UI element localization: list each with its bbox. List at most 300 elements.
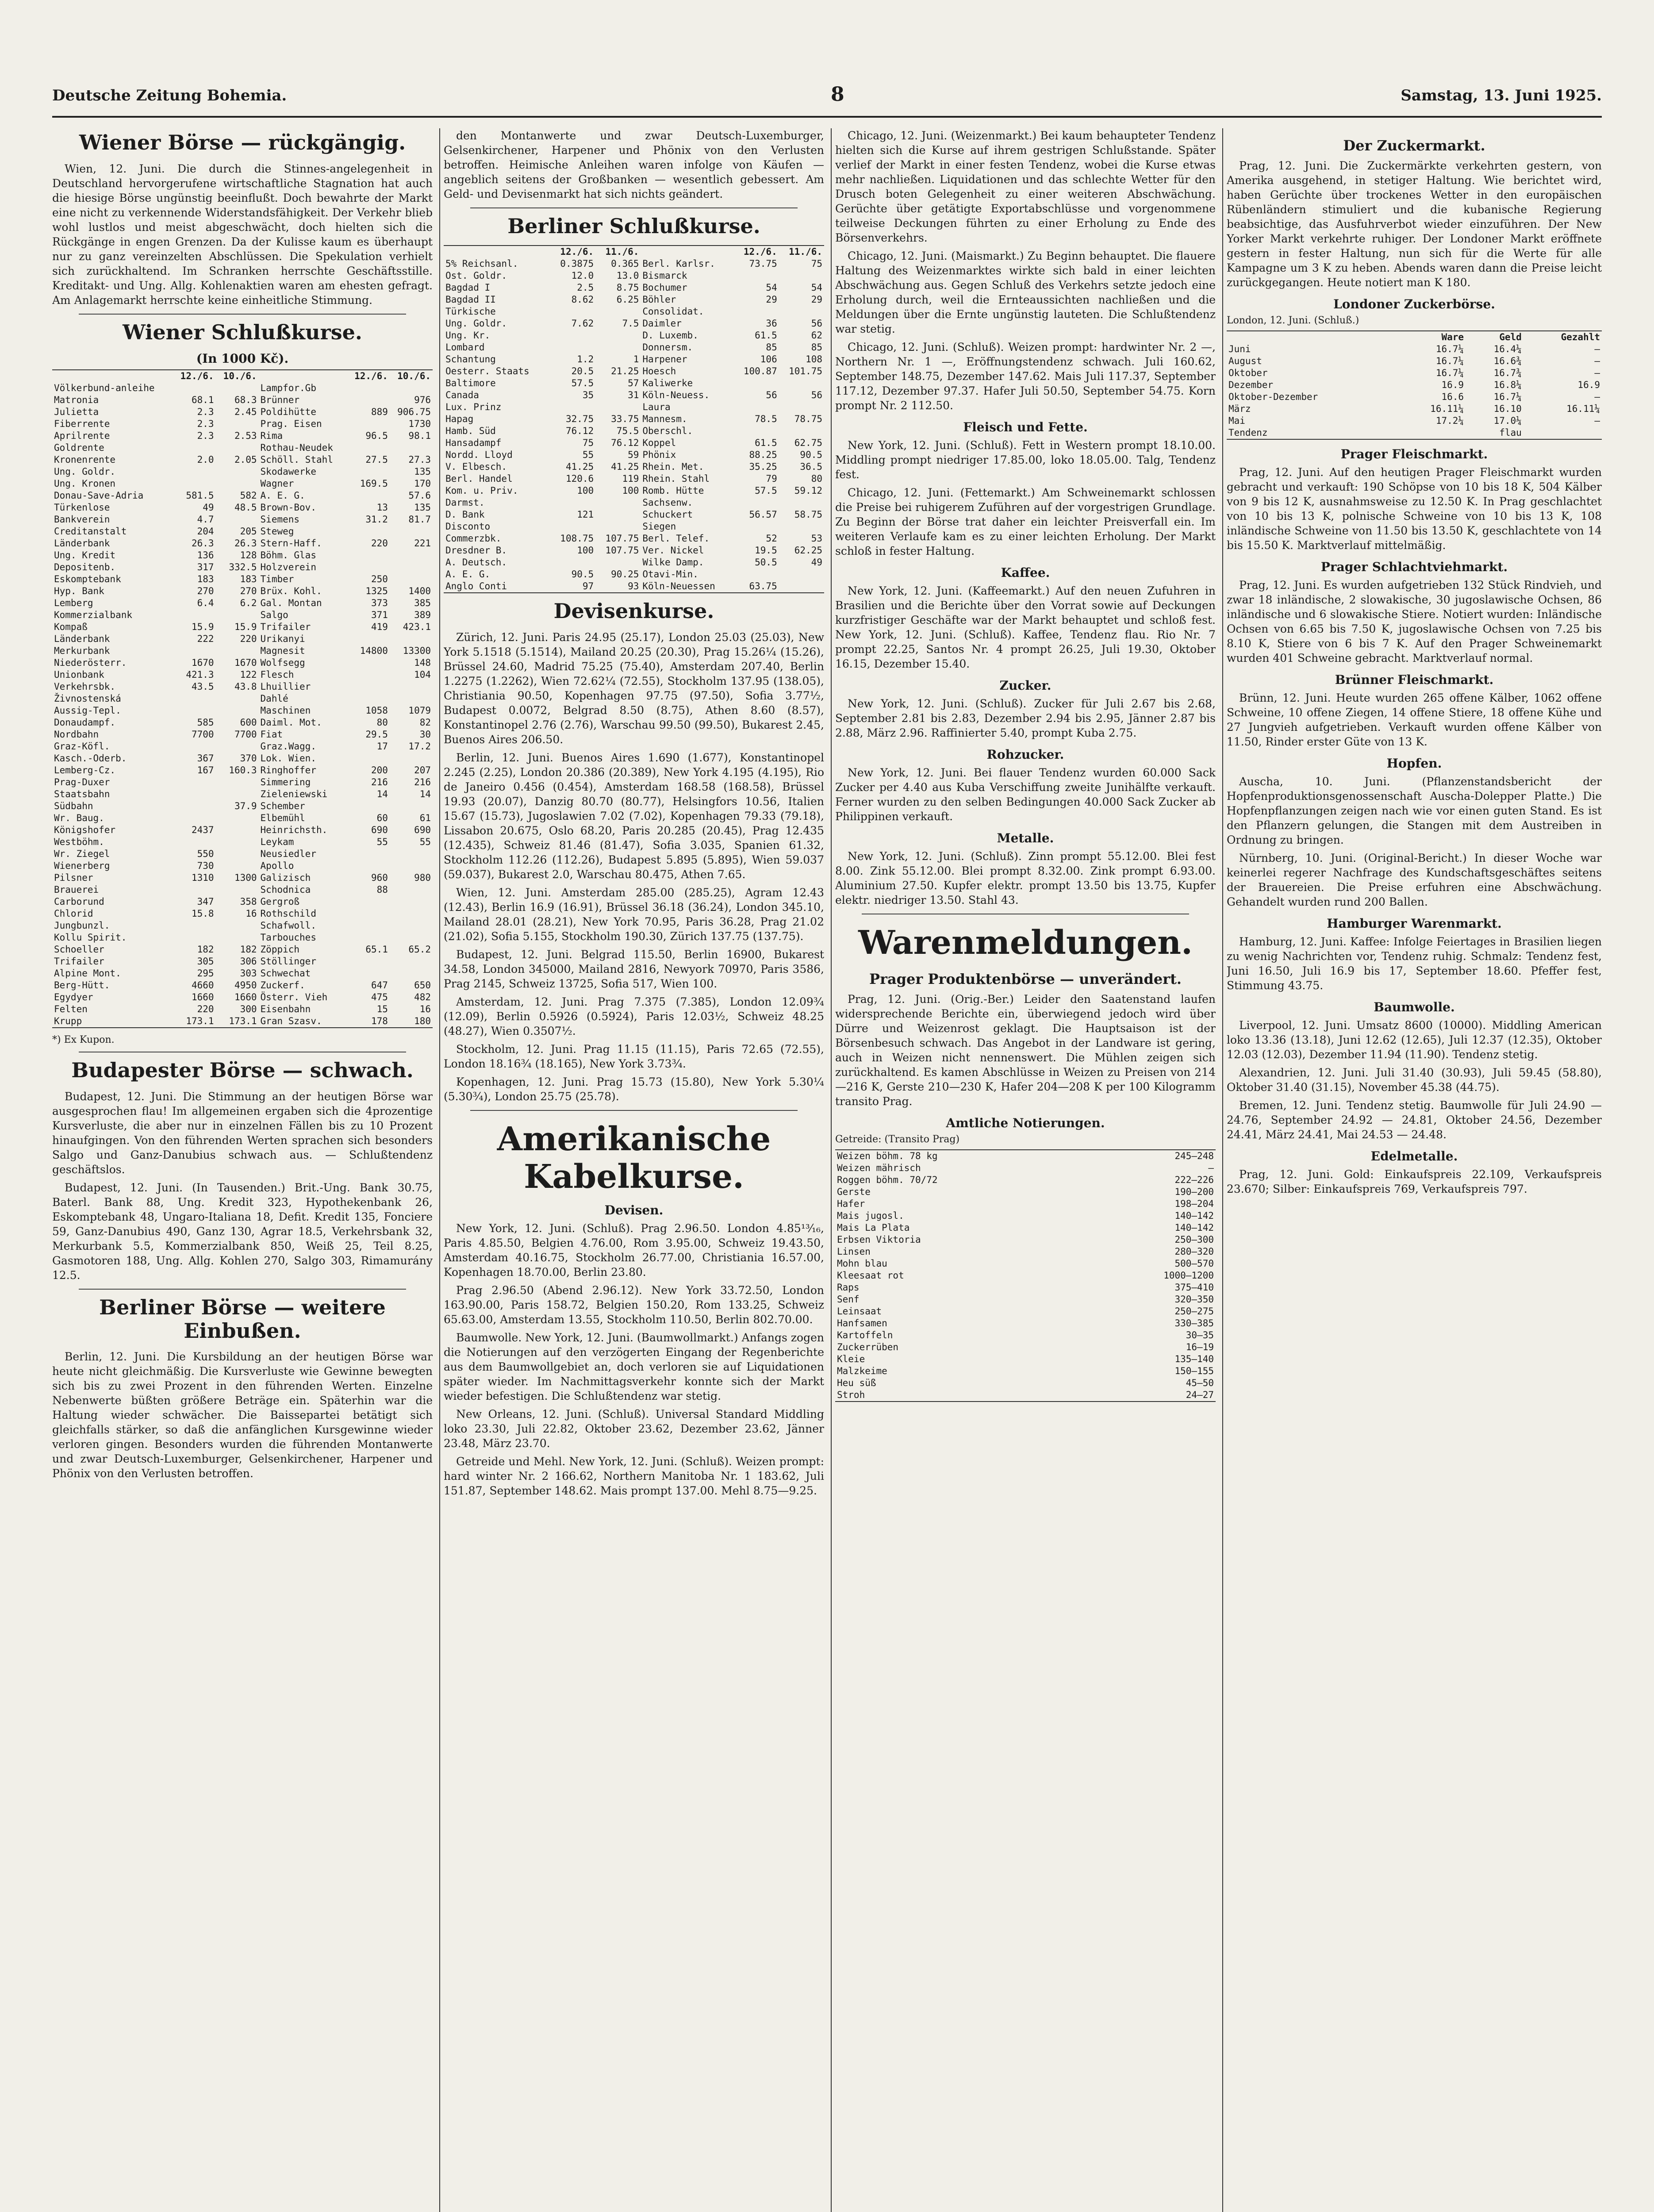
table-cell [347, 968, 390, 979]
table-cell: 550 [197, 848, 214, 859]
table-cell: 167 [197, 764, 214, 776]
table-row [52, 382, 433, 394]
table-header-cell [259, 370, 347, 382]
table-cell: 135 [414, 502, 431, 513]
table-row [52, 597, 433, 609]
table-row [52, 788, 433, 800]
table-cell [390, 932, 433, 944]
table-cell: Ringhoffer [260, 764, 316, 776]
table-row [52, 812, 433, 824]
table-cell [734, 270, 779, 282]
table-cell [390, 526, 433, 538]
table-row [444, 365, 824, 377]
chicago-weizen: Chicago, 12. Juni. (Weizenmarkt.) Bei kaum behaupteter Tendenz hielten sich die Kurse auf ihrem gestrigen Schlußstande. Später verlief der Markt in einer festen Tendenz, wobei die Kurse etwas mehr nachließen. Liquidationen und das schlechte Wetter für den Drusch boten Gelegenheit zu einer weiteren Abschwächung. Gerüchte über getätigte Exportabschlüsse und vorgenommene teilweise Deckungen führten zu einer Erholung zu Ende des Börsenverkehrs. [835, 129, 1216, 244]
table-cell: D. Luxemb. [642, 330, 698, 341]
table-cell: 7700 [191, 729, 214, 740]
table-row [52, 442, 433, 454]
table-cell: Donau-Save-Adria [54, 490, 144, 501]
table-cell: 29 [766, 294, 777, 305]
table-row [52, 932, 433, 944]
table-cell: Böhler [642, 294, 676, 305]
table-cell: Kaliwerke [642, 377, 693, 388]
table-cell: Phönix [642, 449, 676, 460]
table-row [444, 342, 824, 353]
table-cell: 1079 [408, 705, 431, 716]
table-row [835, 1270, 1216, 1282]
table-cell: 55 [376, 836, 388, 847]
table-row [52, 669, 433, 681]
table-row [444, 545, 824, 557]
table-row [52, 776, 433, 788]
table-row [52, 872, 433, 884]
table-cell: Linsen [837, 1246, 871, 1257]
schlachtviehmarkt-text: Prag, 12. Juni. Es wurden aufgetrieben 132 Stück Rindvieh, und zwar 18 inländische, 2 slowakische, 30 jugoslawische Ochsen, 86 inländische und 6 slowakische Stiere. Notiert wurden: Inländische Ochsen von 6.65 bis 7.50 K, jugoslawische Ochsen von 7.25 bis 8.10 K, Stiere von 6 bis 7 K. Auf den Prager Schweinemarkt wurden 401 Schweine gebracht. Marktverlauf normal. [1227, 579, 1602, 664]
table-cell: 54 [766, 282, 777, 293]
amerik-paragraph: Baumwolle. New York, 12. Juni. (Baumwollmarkt.) Anfangs zogen die Notierungen auf den verzögerten Eingang der Regenberichte aus dem Baumwollgebiet an, doch verloren sie auf Liquidationen später wieder. Im Nachmittagsverkehr konnte sich der Markt wieder befestigen. Die Schlußtendenz war stetig. [444, 1331, 824, 1402]
table-cell: Daimler [642, 318, 682, 329]
table-cell: 97 [582, 580, 594, 591]
table-row [444, 306, 824, 318]
table-cell: 30—35 [1186, 1330, 1214, 1341]
table-cell: Staatsbahn [54, 788, 110, 799]
table-cell: Hapag [445, 413, 474, 424]
table-cell: 205 [240, 526, 257, 537]
table-cell: 358 [240, 896, 257, 907]
table-cell: 16.9 [1577, 380, 1600, 390]
table-cell: 295 [197, 968, 214, 979]
table-cell: Leykam [260, 836, 294, 847]
table-cell: 2.0 [197, 454, 214, 465]
table-cell [173, 466, 216, 478]
table-cell: 15.9 [234, 621, 257, 632]
table-cell: Lampfor.Gb [260, 382, 316, 393]
table-cell: Heu süß [837, 1378, 876, 1389]
table-cell: Trifailer [54, 956, 104, 967]
table-cell: 2.05 [234, 454, 257, 465]
table-row [835, 1162, 1216, 1174]
table-cell [1397, 427, 1466, 439]
table-cell: Brauerei [54, 884, 99, 895]
budapest-headline: Budapester Börse — schwach. [71, 1058, 414, 1082]
devisen-paragraph: Kopenhagen, 12. Juni. Prag 15.73 (15.80), New York 5.30¼ (5.30¾), London 25.75 (25.78). [444, 1075, 824, 1103]
table-header-cell [641, 246, 733, 258]
table-cell: 6.25 [616, 294, 639, 305]
table-row [52, 824, 433, 836]
table-cell: 108 [806, 353, 822, 365]
table-cell: 120.6 [565, 473, 594, 484]
table-row [444, 270, 824, 282]
table-cell: Berl. Telef. [642, 533, 710, 544]
table-cell: Gran Szasv. [260, 1015, 322, 1026]
table-cell: 16.11¼ [1566, 403, 1600, 414]
devisen-paragraph: Zürich, 12. Juni. Paris 24.95 (25.17), London 25.03 (25.03), New York 5.1518 (5.1514), Mailand 20.25 (20.30), Prag 15.26¼ (15.26), Brüssel 24.60, Madrid 75.25 (75.40), Amsterdam 207.40, Berlin 1.2275 (1.2262), Wien 72.62¼ (72.55), Stockholm 137.95 (138.05), Christiania 90.50, Kopenhagen 97.75 (97.50), Sofia 3.77½, Budapest 0.0072, Belgrad 8.50 (8.75), Athen 8.60 (8.57), Konstantinopel 2.76 (2.76), Warschau 99.50 (99.50), Bukarest 2.45, Buenos Aires 206.50. [444, 630, 824, 746]
table-cell: 90.5 [571, 568, 594, 580]
table-cell: 17 [376, 741, 388, 752]
table-cell: 61.5 [755, 330, 777, 341]
chicago-kurse: Chicago, 12. Juni. (Schluß). Weizen prompt: hardwinter Nr. 2 —, Northern Nr. 1 —, Eröffnungstendenz schwach. Juli 160.62, September 148.75, Dezember 147.62. Mais Juli 117.37, September 117.12, Dezember 97.37. Hafer Juli 50.50, September 54.75. Korn prompt Nr. 2 112.50. [835, 341, 1216, 412]
table-cell: 16.7¾ [1493, 368, 1522, 378]
table-cell: 1310 [191, 872, 214, 883]
table-cell: 49 [203, 502, 214, 513]
table-cell [173, 478, 216, 490]
table-cell: Schoeller [54, 944, 104, 955]
berliner-kurse-headline: Berliner Schlußkurse. [507, 214, 760, 238]
notierungen-table [835, 1150, 1216, 1401]
table-cell [390, 693, 433, 705]
table-row [835, 1377, 1216, 1389]
table-cell: 221 [414, 538, 431, 549]
table-cell: 53 [811, 533, 822, 544]
table-row [835, 1329, 1216, 1341]
budapest-article: Budapest, 12. Juni. Die Stimmung an der heutigen Börse war ausgesprochen flau! Im allgemeinen ergaben sich die 4prozentige Kursverluste, die aber nur in einzelnen Fällen bis zu 10 Prozent hinaufgingen. Von den führenden Werten sprachen sich besonders Salgo und Ganz-Danubius schwach aus. — Schlußtendenz geschäftslos. [52, 1090, 433, 1176]
table-cell: Darmst. [445, 497, 485, 508]
table-cell: Canada [445, 389, 479, 400]
amerik-paragraph: Prag 2.96.50 (Abend 2.96.12). New York 33.72.50, London 163.90.00, Paris 158.72, Belgien 150.20, Rom 133.25, Schweiz 65.63.00, Amsterdam 13.55, Stockholm 110.50, Berlin 802.70.00. [444, 1283, 824, 1326]
table-cell [347, 920, 390, 932]
table-cell: 85 [811, 342, 822, 353]
table-cell: Tarbouches [260, 932, 316, 943]
table-cell [550, 342, 595, 353]
table-cell: Roggen böhm. 70/72 [837, 1175, 938, 1186]
table-header-cell [444, 246, 550, 258]
table-cell: D. Bank [445, 509, 485, 520]
table-cell: 16 [246, 908, 257, 919]
amtliche-notierungen-headline: Amtliche Notierungen. [946, 1116, 1105, 1131]
table-cell [216, 776, 259, 788]
table-header-cell: 10./6. [397, 370, 431, 381]
table-cell: Nordd. Lloyd [445, 449, 513, 460]
table-row [1227, 367, 1602, 379]
table-cell [216, 824, 259, 836]
table-cell [173, 788, 216, 800]
table-cell: 220 [197, 1003, 214, 1014]
table-row [52, 657, 433, 669]
table-footnote: *) Ex Kupon. [52, 1034, 115, 1045]
table-cell: 20.5 [571, 365, 594, 376]
table-row [52, 549, 433, 561]
table-cell [347, 657, 390, 669]
table-cell [550, 497, 595, 509]
table-cell [595, 497, 641, 509]
newspaper-title: Deutsche Zeitung Bohemia. [52, 87, 287, 104]
table-row [52, 418, 433, 430]
table-cell: 75 [811, 258, 822, 269]
table-row [52, 908, 433, 920]
table-cell [347, 800, 390, 812]
table-cell: Sachsenw. [642, 497, 693, 508]
table-row [444, 533, 824, 545]
table-cell: Mais jugosl. [837, 1210, 904, 1221]
table-cell: 76.12 [611, 437, 639, 448]
table-row [444, 282, 824, 294]
table-cell: Schöll. Stahl [260, 454, 333, 465]
table-cell: 135 [414, 466, 431, 477]
table-cell: 690 [414, 824, 431, 835]
table-cell [216, 705, 259, 717]
table-cell: 62.25 [794, 545, 822, 556]
table-cell [216, 466, 259, 478]
table-cell: 60 [376, 812, 388, 823]
devisen-section [444, 630, 824, 1104]
table-cell: Prag. Eisen [260, 418, 322, 429]
table-cell [173, 609, 216, 621]
table-cell: Brown-Bov. [260, 502, 316, 513]
table-cell: 30 [419, 729, 431, 740]
table-cell: 250 [371, 573, 388, 584]
table-cell: Fiat [260, 729, 283, 740]
table-cell [390, 633, 433, 645]
table-cell: Kollu Spirit. [54, 932, 127, 943]
table-cell: Apollo [260, 860, 294, 871]
table-cell: 16.7¼ [1435, 344, 1464, 354]
table-cell: 65.2 [408, 944, 431, 955]
table-row [52, 633, 433, 645]
table-row [52, 561, 433, 573]
table-cell: 190—200 [1174, 1187, 1214, 1198]
table-cell: 140—142 [1174, 1222, 1214, 1233]
table-cell: 17.0¼ [1493, 415, 1522, 426]
table-cell: Ung. Kr. [445, 330, 491, 341]
table-cell: 2.5 [577, 282, 594, 293]
table-row [444, 377, 824, 389]
table-cell [173, 884, 216, 896]
table-cell: 2.3 [197, 430, 214, 441]
table-cell [216, 812, 259, 824]
table-cell: Verkehrsbk. [54, 681, 116, 692]
table-cell [390, 920, 433, 932]
table-cell: 61.5 [755, 437, 777, 448]
table-cell: 16.7¼ [1435, 356, 1464, 366]
table-cell: Dezember [1228, 380, 1274, 390]
table-cell [347, 526, 390, 538]
table-cell: 183 [240, 573, 257, 584]
table-cell: 332.5 [229, 561, 257, 572]
table-cell: Kasch.-Oderb. [54, 753, 127, 764]
table-cell: 169.5 [360, 478, 388, 489]
prager-fleischmarkt-text: Prag, 12. Juni. Auf den heutigen Prager Fleischmarkt wurden gebracht und verkauft: 190 Schöpse von 10 bis 18 K, 504 Kälber von 9 bis 12 K, ausnahmsweise zu 12.50 K. In Prag geschlachtet von 10 bis 13 K, polnische Schweine von 10 bis 13 K, 108 inländische Schweine von 11.50 bis 13.50 K, geschlachtete von 14 bis 15.50 K. Marktverlauf mittelmäßig. [1227, 466, 1602, 552]
table-cell: Trifailer [260, 621, 311, 632]
table-row [444, 353, 824, 365]
column-4 [1227, 128, 1602, 2212]
table-cell: Graz.Wagg. [260, 741, 316, 752]
table-cell: 45—50 [1186, 1378, 1214, 1389]
table-row [52, 454, 433, 466]
table-cell: Simmering [260, 776, 311, 787]
table-cell: 100 [622, 485, 639, 496]
table-row [835, 1317, 1216, 1329]
table-cell: 1730 [408, 418, 431, 429]
table-cell: Elbemühl [260, 812, 305, 823]
wiener-kurse-table-wrap [52, 369, 433, 1028]
table-cell: Romb. Hütte [642, 485, 704, 496]
table-cell: Neusiedler [260, 848, 316, 859]
table-cell: 182 [197, 944, 214, 955]
table-cell: Zuckerf. [260, 979, 305, 991]
table-cell: Schwechat [260, 968, 311, 979]
table-cell: 85 [766, 342, 777, 353]
rohzucker-headline: Rohzucker. [986, 747, 1064, 762]
table-cell [595, 306, 641, 318]
table-cell: 80 [811, 473, 822, 484]
table-row [444, 485, 824, 497]
table-header-cell: 12./6. [180, 370, 214, 381]
table-cell: 37.9 [234, 800, 257, 811]
table-cell: 75 [582, 437, 594, 448]
table-row [52, 406, 433, 418]
table-row [835, 1353, 1216, 1365]
table-cell: Juni [1228, 344, 1251, 354]
table-cell: Bochumer [642, 282, 687, 293]
table-cell: 21.25 [611, 365, 639, 376]
table-cell [216, 442, 259, 454]
rohzucker-text: New York, 12. Juni. Bei flauer Tendenz wurden 60.000 Sack Zucker per 4.40 aus Kuba Verschiffung zweite Junihälfte verkauft. Ferner wurden zu den selben Bedingungen 40.000 Sack Zucker ab Philippinen verkauft. [835, 766, 1216, 823]
table-header-cell: 12./6. [560, 246, 594, 257]
table-cell: 347 [197, 896, 214, 907]
table-cell: Kompaß [54, 621, 88, 632]
table-cell: 55 [419, 836, 431, 847]
table-row [1227, 415, 1602, 427]
table-row [52, 860, 433, 872]
table-cell: 43.8 [234, 681, 257, 692]
table-cell: Schafwoll. [260, 920, 316, 931]
table-cell: Erbsen Viktoria [837, 1234, 921, 1245]
table-cell: 61 [419, 812, 431, 823]
table-header-cell: 12./6. [354, 370, 388, 381]
zucker-text: New York, 12. Juni. (Schluß). Zucker für Juli 2.67 bis 2.68, September 2.81 bis 2.83, Dezember 2.94 bis 2.95, Jänner 2.87 bis 2.88, März 2.96. Raffinierter 5.40, prompt Kuba 2.75. [835, 697, 1216, 739]
table-cell: Rima [260, 430, 283, 441]
table-row [835, 1306, 1216, 1317]
table-cell [390, 884, 433, 896]
table-cell: Rhein. Met. [642, 461, 704, 472]
table-cell: 88 [376, 884, 388, 895]
table-cell [173, 920, 216, 932]
table-cell: 55 [582, 449, 594, 460]
table-cell: 58.75 [794, 509, 822, 520]
table-cell: 57 [628, 377, 639, 388]
table-cell: 24—27 [1186, 1390, 1214, 1401]
table-cell: Königshofer [54, 824, 116, 835]
table-row [52, 573, 433, 585]
table-cell: Böhm. Glas [260, 549, 316, 561]
zuckermarkt-headline: Der Zuckermarkt. [1343, 137, 1485, 154]
table-cell: 100 [577, 545, 594, 556]
separator [79, 1289, 406, 1290]
table-header-cell: 11./6. [605, 246, 639, 257]
table-cell: 79 [766, 473, 777, 484]
table-cell: 68.1 [191, 394, 214, 405]
table-cell [779, 497, 824, 509]
table-cell: — [1208, 1163, 1214, 1174]
chicago-schweine: Chicago, 12. Juni. (Fettemarkt.) Am Schweinemarkt schlossen die Preise bei ruhigerem Zuführen auf der vorgestrigen Grundlage. Zu Beginn der Börse trat daher ein leichter Preisverfall ein. Im weiteren Verlaufe kam es zu einer leichten Erholung. Der Markt schloß in fester Haltung. [835, 486, 1216, 557]
table-cell: 0.365 [611, 258, 639, 269]
wiener-kurse-subtitle: (In 1000 Kč). [196, 351, 289, 366]
table-cell: 906.75 [397, 406, 431, 417]
prager-fleischmarkt-headline: Prager Fleischmarkt. [1340, 447, 1488, 461]
table-cell [173, 812, 216, 824]
bremen-text: Bremen, 12. Juni. Tendenz stetig. Baumwolle für Juli 24.90 — 24.76, September 24.92 — 24.81, Oktober 24.56, Dezember 24.41, März 24.41, Mai 24.53 — 24.48. [1227, 1099, 1602, 1141]
bruenner-fleischmarkt-text: Brünn, 12. Juni. Heute wurden 265 offene Kälber, 1062 offene Schweine, 10 offene Ziegen, 14 offene Stiere, 18 offene Kühe und 27 Jungvieh aufgetrieben. Verkauft wurden offene Kälber von 11.50, Rinder erster Güte von 13 K. [1227, 691, 1602, 748]
table-cell: Berl. Karlsr. [642, 258, 715, 269]
table-cell: Donnersm. [642, 342, 693, 353]
table-cell [595, 557, 641, 568]
table-cell: — [1594, 356, 1600, 366]
table-cell: Türkenlose [54, 502, 110, 513]
table-row [52, 836, 433, 848]
table-cell: 101.75 [789, 365, 822, 376]
table-row [444, 461, 824, 473]
table-cell: 1400 [408, 585, 431, 596]
table-cell: Baltimore [445, 377, 496, 388]
table-cell: 423.1 [403, 621, 431, 632]
table-cell: 27.3 [408, 454, 431, 465]
table-cell: 52 [766, 533, 777, 544]
table-cell: 13300 [403, 645, 431, 656]
table-row [52, 884, 433, 896]
table-cell: 56 [811, 318, 822, 329]
table-cell [779, 377, 824, 389]
table-cell: 59 [628, 449, 639, 460]
table-cell: Skodawerke [260, 466, 316, 477]
amerik-paragraph: Getreide und Mehl. New York, 12. Juni. (Schluß). Weizen prompt: hard winter Nr. 2 166.62, Northern Manitoba Nr. 1 183.62, Juli 151.87, September 148.62. Mais prompt 137.00. Mehl 8.75—9.25. [444, 1455, 824, 1497]
table-cell [173, 645, 216, 657]
table-cell: 250—300 [1174, 1234, 1214, 1245]
table-cell: 57.5 [571, 377, 594, 388]
liverpool-text: Liverpool, 12. Juni. Umsatz 8600 (10000). Middling American loko 13.36 (13.18), Juni 12.62 (12.65), Juli 12.37 (12.35), Oktober 12.03 (12.03), Dezember 11.94 (11.90). Tendenz stetig. [1227, 1019, 1602, 1061]
fleisch-fette-text: New York, 12. Juni. (Schluß). Fett in Western prompt 18.10.00. Middling prompt niedriger 17.85.00, loko 18.05.00. Talg, Tendenz fest. [835, 439, 1216, 481]
table-cell: 419 [371, 621, 388, 632]
table-header-cell [52, 370, 173, 382]
devisen-paragraph: Wien, 12. Juni. Amsterdam 285.00 (285.25), Agram 12.43 (12.43), Berlin 16.9 (16.91), Brüssel 36.18 (36.24), London 345.10, Mailand 28.01 (28.21), New York 70.95, Paris 36.28, Prag 21.02 (21.02), Sofia 5.155, Stockholm 190.30, Zürich 137.75 (137.75). [444, 886, 824, 943]
table-cell: 88.25 [749, 449, 777, 460]
table-row [52, 753, 433, 764]
column-2 [444, 128, 824, 2212]
table-row [52, 478, 433, 490]
table-cell: August [1228, 356, 1262, 366]
table-cell: Wagner [260, 478, 294, 489]
table-cell: Urikanyi [260, 633, 305, 644]
devisen-paragraph: Stockholm, 12. Juni. Prag 11.15 (11.15), Paris 72.65 (72.55), London 18.16¾ (18.165), New York 3.73¾. [444, 1042, 824, 1070]
table-cell: Kronenrente [54, 454, 116, 465]
table-cell: Ung. Kredit [54, 549, 116, 561]
table-cell: 65.1 [365, 944, 388, 955]
amerik-headline: Amerikanische Kabelkurse. [497, 1120, 771, 1196]
table-cell: Nordbahn [54, 729, 99, 740]
table-cell: 976 [414, 394, 431, 405]
table-cell: 371 [371, 609, 388, 620]
table-row [52, 490, 433, 502]
table-cell: Lhuillier [260, 681, 311, 692]
table-cell: 482 [414, 991, 431, 1002]
table-cell: Gal. Montan [260, 597, 322, 608]
table-cell: Carborund [54, 896, 104, 907]
table-row [444, 294, 824, 306]
table-cell: Bismarck [642, 270, 687, 281]
edelmetalle-headline: Edelmetalle. [1370, 1149, 1458, 1164]
table-cell: 27.5 [365, 454, 388, 465]
hopfen-headline: Hopfen. [1386, 756, 1442, 771]
table-cell: 29.5 [365, 729, 388, 740]
table-cell: 2.45 [234, 406, 257, 417]
table-cell: Lemberg [54, 597, 93, 608]
table-cell [216, 382, 259, 394]
page-header [52, 83, 1602, 115]
table-row [444, 509, 824, 521]
table-cell: — [1594, 344, 1600, 354]
table-cell: 56 [811, 389, 822, 400]
table-cell: 90.5 [800, 449, 822, 460]
table-row [835, 1234, 1216, 1246]
table-row [444, 425, 824, 437]
